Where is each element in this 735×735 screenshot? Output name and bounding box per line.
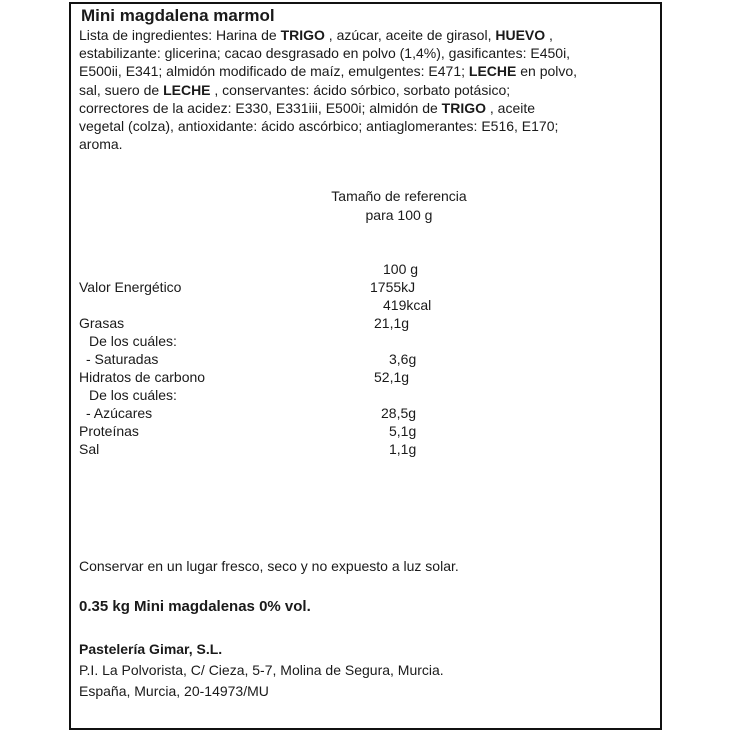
ingredients-text: estabilizante: glicerina; cacao desgrasado en polvo (1,4%), gasificantes: E450i, — [79, 45, 571, 62]
fat-value: 21,1g — [374, 315, 410, 331]
sugars-label: - Azúcares — [86, 405, 153, 421]
nutrition-column-header: 100 g — [383, 261, 419, 277]
energy-label: Valor Energético — [79, 279, 182, 295]
storage-instructions: Conservar en un lugar fresco, seco y no expuesto a luz solar. — [79, 558, 459, 574]
ingredients-line — [79, 44, 577, 62]
reference-size-unit: para 100 g — [365, 207, 433, 223]
ingredients-text: Lista de ingredientes: Harina de — [79, 27, 281, 43]
ingredients-text: aroma. — [79, 136, 123, 153]
carbs-value: 52,1g — [374, 369, 410, 385]
allergen-highlight: LECHE — [468, 63, 517, 80]
ingredients-text: correctores de la acidez: E330, E331iii, E500i; almidón de — [79, 99, 442, 116]
ingredients-text: sal, suero de — [79, 81, 164, 98]
ingredients-text: , conservantes: ácido sórbico, sorbato potásico; — [210, 81, 511, 98]
ingredients-line — [79, 81, 577, 99]
ingredients-text: , — [545, 27, 553, 43]
ingredients-text: , aceite — [486, 99, 536, 116]
carbs-label: Hidratos de carbono — [79, 369, 206, 385]
ingredients-text: , azúcar, aceite de girasol, — [324, 27, 496, 43]
protein-value: 5,1g — [389, 423, 417, 439]
fat-of-which-label: De los cuáles: — [89, 333, 177, 349]
reference-size-label: Tamaño de referencia — [331, 188, 467, 204]
manufacturer-registry: España, Murcia, 20-14973/MU — [79, 683, 269, 699]
ingredients-text: E500ii, E341; almidón modificado de maíz, emulgentes: E471; — [79, 63, 469, 80]
ingredients-text: en polvo, — [516, 63, 578, 80]
energy-kcal-value: 419kcal — [383, 297, 432, 313]
allergen-highlight: HUEVO — [495, 27, 546, 43]
ingredients-line — [79, 26, 577, 44]
salt-value: 1,1g — [389, 441, 417, 457]
allergen-highlight: TRIGO — [280, 27, 325, 43]
ingredients-line — [79, 62, 577, 80]
energy-kj-value: 1755kJ — [370, 279, 416, 295]
manufacturer-name: Pastelería Gimar, S.L. — [79, 641, 223, 657]
ingredients-list — [79, 26, 577, 153]
ingredients-line — [79, 135, 577, 153]
protein-label: Proteínas — [79, 423, 139, 439]
ingredients-text: vegetal (colza), antioxidante: ácido ascórbico; antiaglomerantes: E516, E170; — [79, 118, 559, 135]
product-title: Mini magdalena marmol — [81, 6, 275, 25]
allergen-highlight: TRIGO — [441, 99, 486, 116]
carbs-of-which-label: De los cuáles: — [89, 387, 177, 403]
salt-label: Sal — [79, 441, 100, 457]
manufacturer-address: P.I. La Polvorista, C/ Cieza, 5-7, Molina de Segura, Murcia. — [79, 662, 444, 678]
sugars-value: 28,5g — [381, 405, 417, 421]
fat-label: Grasas — [79, 315, 125, 331]
saturated-value: 3,6g — [389, 351, 417, 367]
allergen-highlight: LECHE — [163, 81, 211, 98]
label-frame — [69, 2, 662, 730]
ingredients-line — [79, 99, 577, 117]
net-content: 0.35 kg Mini magdalenas 0% vol. — [79, 598, 311, 615]
saturated-label: - Saturadas — [86, 351, 159, 367]
ingredients-line — [79, 117, 577, 135]
